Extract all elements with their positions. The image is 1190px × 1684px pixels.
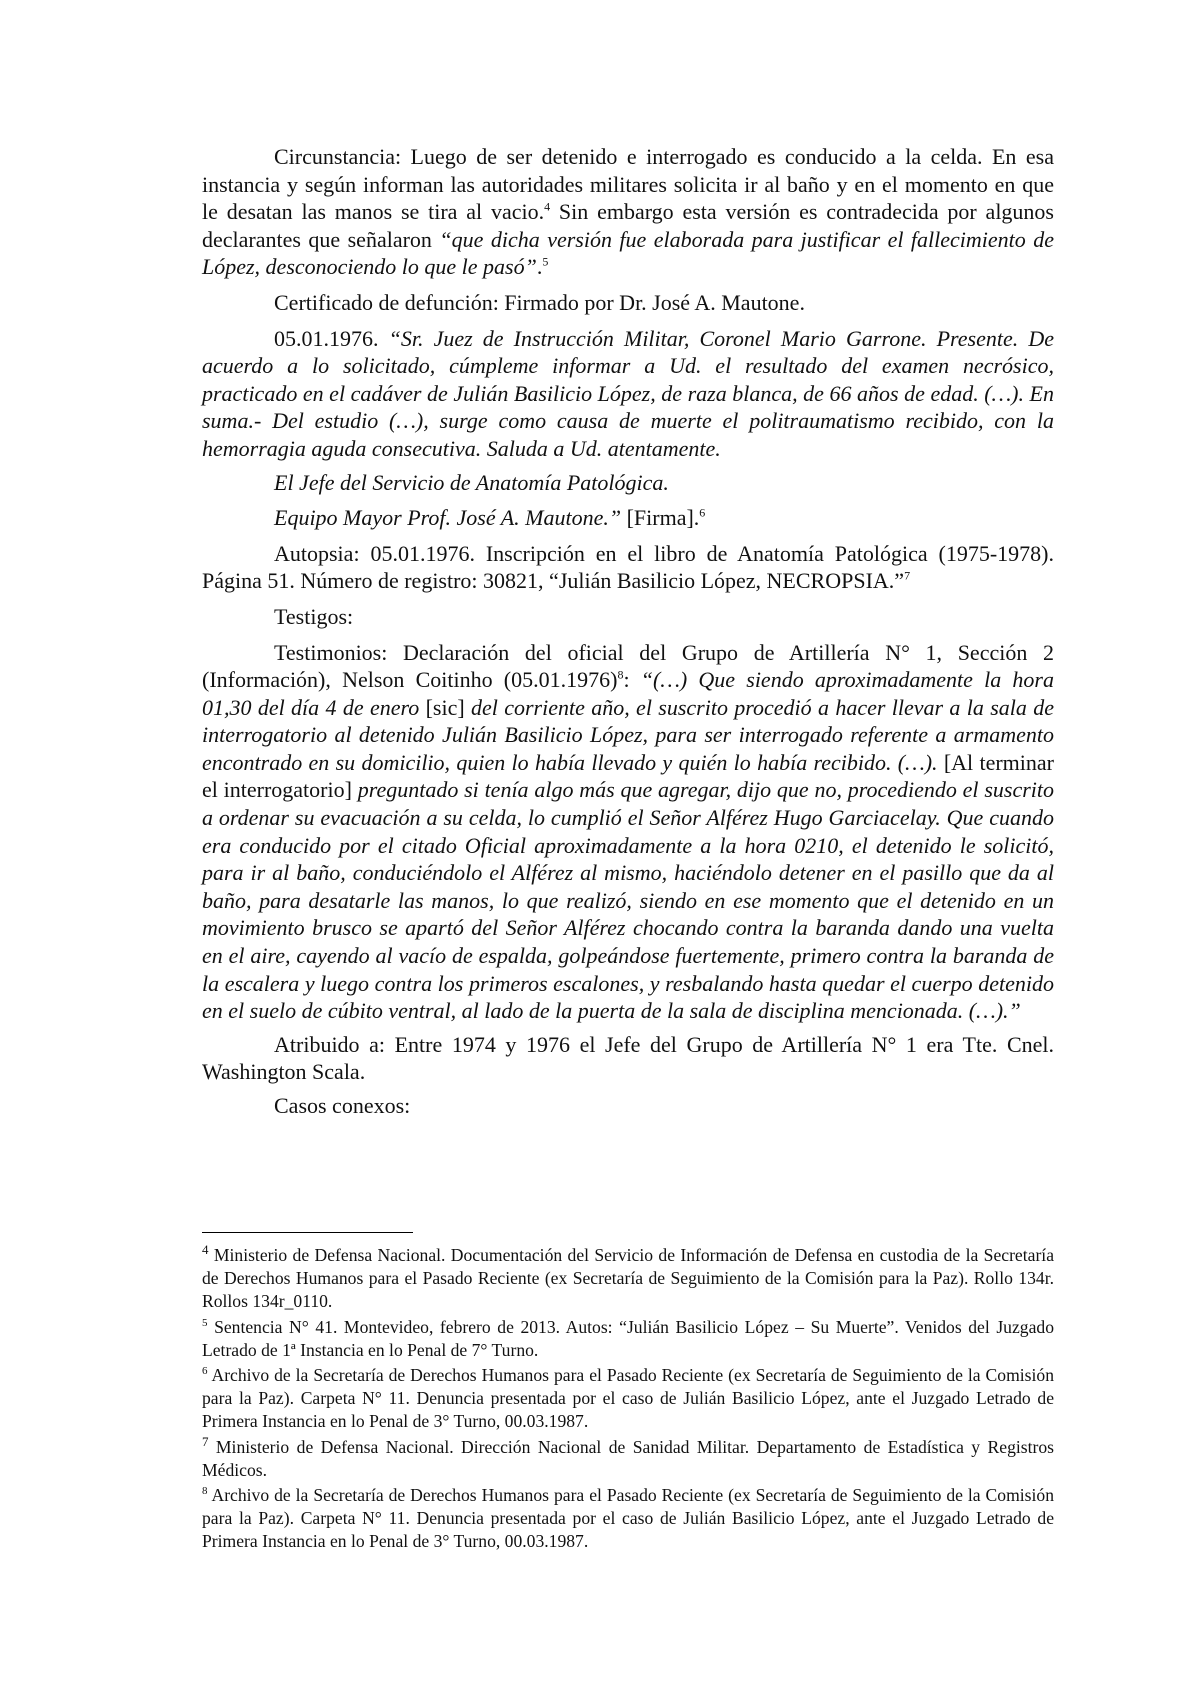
testimonios-quote-1: “(…) Que siendo aproximadamente la hora 01,30 del día 4 de enero [202,667,1054,720]
footnote-number: 7 [202,1433,209,1449]
paragraph-casos-conexos: Casos conexos: [274,1093,411,1118]
testimonios-sic: [sic] [419,694,472,720]
circunstancia-quote: “que dicha versión fue elaborada para justificar el fallecimiento de López, desconociendo lo que le pasó” [202,226,1055,280]
footnote-ref-4: 4 [544,199,551,214]
paragraph-testimonios [202,639,1054,1025]
paragraph-certificado: Certificado de defunción: Firmado por Dr. José A. Mautone. [274,289,805,315]
circunstancia-end: . [536,254,543,280]
firma-quote: Equipo Mayor Prof. José A. Mautone.” [274,505,622,531]
paragraph-informe [202,325,1054,463]
footnote-text: Archivo de la Secretaría de Derechos Humanos para el Pasado Reciente (ex Secretaría de Seguimiento de la Comisión para la Paz). Carpeta N° 11. Denuncia presentada por el caso de Julián Basilicio López, ante el Juzgado Letrado de Primera Instancia en lo Penal de 3° Turno, 00.03.1987. [202,1485,1054,1552]
testimonios-quote-2: del corriente año, el suscrito procedió a hacer llevar a la sala de interrogatorio al detenido Julián Basilicio López, para ser interrogado referente a armamento encontrado en su domicilio, quien lo había llevado y quién lo había recibido. (…). [202,694,1055,775]
paragraph-circunstancia [202,143,1054,281]
footnote-text: Ministerio de Defensa Nacional. Dirección Nacional de Sanidad Militar. Departamento de Estadística y Registros Médicos. [202,1436,1054,1480]
firma-text: [Firma]. [621,505,700,531]
footnote-ref-5: 5 [542,255,549,270]
circunstancia-text: Circunstancia: Luego de ser detenido e interrogado es conducido a la celda. En esa instancia y según informan las autoridades militares solicita ir al baño y en el momento en que le desatan las manos se tira al vacio. [202,144,1054,225]
paragraph-autopsia [202,540,1054,595]
testimonios-colon: : [623,667,641,693]
footnotes [202,1244,1054,1556]
informe-quote: “Sr. Juez de Instrucción Militar, Coronel Mario Garrone. Presente. De acuerdo a lo solicitado, cúmpleme informar a Ud. el resultado del examen necrósico, practicado en el cadáver de Julián Basilicio López, de raza blanca, de 66 años de edad. (…). En suma.- Del estudio (…), surge como causa de muerte el politraumatismo recibido, con la hemorragia aguda consecutiva. Saluda a Ud. atentamente. [202,325,1055,461]
footnote-4 [202,1244,1054,1314]
informe-date: 05.01.1976. [274,325,389,351]
body-text [202,143,1054,1128]
footnote-ref-8: 8 [617,667,624,682]
testimonios-text: Testimonios: Declaración del oficial del Grupo de Artillería N° 1, Sección 2 (Información), Nelson Coitinho (05.01.1976) [202,639,1054,693]
circunstancia-text-cont: Sin embargo esta versión es contradecida por algunos declarantes que señalaron [202,199,1054,252]
footnote-ref-6: 6 [699,505,706,520]
footnote-ref-7: 7 [904,568,911,583]
jefe-text: El Jefe del Servicio de Anatomía Patológica. [274,469,669,495]
testimonios-bracket: [Al terminar el interrogatorio] [202,749,1054,803]
footnote-number: 6 [202,1365,208,1378]
autopsia-text: Autopsia: 05.01.1976. Inscripción en el libro de Anatomía Patológica (1975-1978). Página 51. Número de registro: 30821, “Julián Basilicio López, NECROPSIA.” [202,540,1054,594]
paragraph-jefe [202,469,1054,497]
footnote-6 [202,1364,1054,1434]
footnote-number: 4 [202,1242,209,1258]
paragraph-firma [202,504,1054,532]
footnote-text: Archivo de la Secretaría de Derechos Humanos para el Pasado Reciente (ex Secretaría de Seguimiento de la Comisión para la Paz). Carpeta N° 11. Denuncia presentada por el caso de Julián Basilicio López, ante el Juzgado Letrado de Primera Instancia en lo Penal de 3° Turno, 00.03.1987. [202,1365,1054,1432]
footnote-text: Ministerio de Defensa Nacional. Documentación del Servicio de Información de Defensa en custodia de la Secretaría de Derechos Humanos para el Pasado Reciente (ex Secretaría de Seguimiento de la Comisión para la Paz). Rollo 134r. Rollos 134r_0110. [202,1245,1054,1312]
footnote-separator [202,1232,413,1233]
footnote-5 [202,1316,1054,1362]
footnote-number: 8 [202,1485,208,1498]
footnote-number: 5 [202,1316,208,1329]
footnote-8 [202,1484,1054,1554]
footnote-7 [202,1433,1054,1482]
paragraph-atribuido: Atribuido a: Entre 1974 y 1976 el Jefe del Grupo de Artillería N° 1 era Tte. Cnel. Washington Scala. [202,1031,1054,1085]
footnote-text: Sentencia N° 41. Montevideo, febrero de 2013. Autos: “Julián Basilicio López – Su Muerte”. Venidos del Juzgado Letrado de 1ª Instancia en lo Penal de 7° Turno. [202,1316,1054,1360]
testimonios-quote-3: preguntado si tenía algo más que agregar, dijo que no, procediendo el suscrito a ordenar su evacuación a su celda, lo cumplió el Señor Alférez Hugo Garciacelay. Que cuando era conducido por el citado Oficial aproximadamente a la hora 0210, el detenido le solicitó, para ir al baño, conduciéndolo el Alférez al mismo, haciéndolo detener en el pasillo que da al baño, para desatarle las manos, lo que realizó, siendo en ese momento que el detenido en un movimiento brusco se apartó del Señor Alférez chocando contra la baranda dando una vuelta en el aire, cayendo al vacío de espalda, golpeándose fuertemente, primero contra la baranda de la escalera y luego contra los primeros escalones, y resbalando hasta quedar el cuerpo detenido en el suelo de cúbito ventral, al lado de la puerta de la sala de disciplina mencionada. (…).” [202,777,1054,1024]
paragraph-testigos: Testigos: [274,603,354,629]
